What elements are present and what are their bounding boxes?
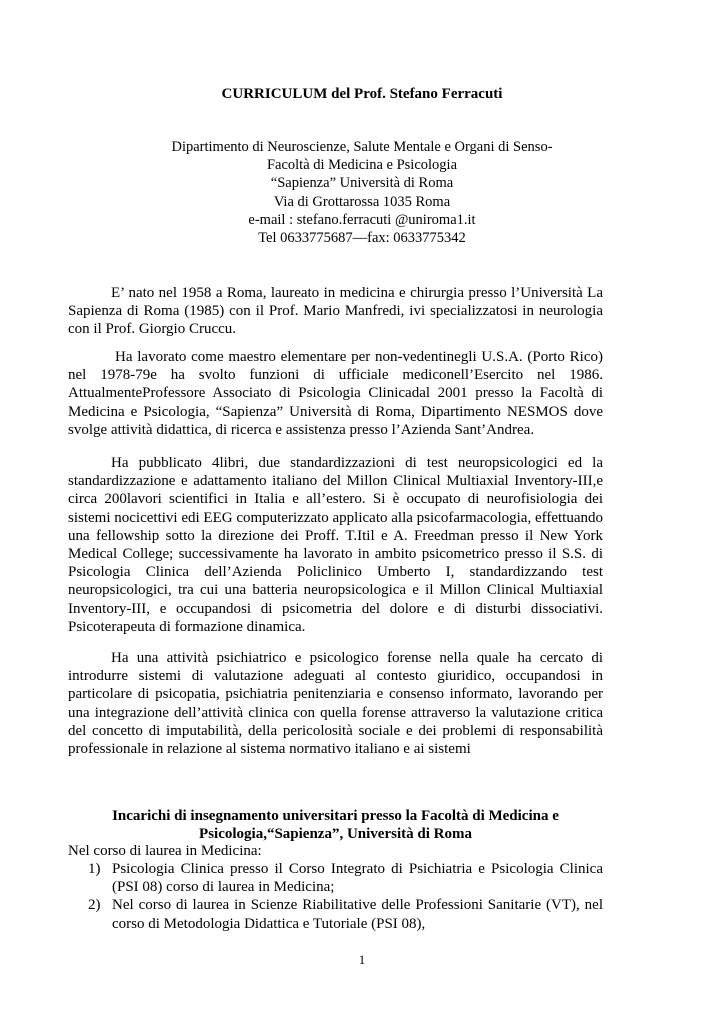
bio-paragraph: E’ nato nel 1958 a Roma, laureato in medicina e chirurgia presso l’Università La Sapienza di Roma (1985) con il Prof. Mario Manfredi, ivi specializzatosi in neurologia con il Prof. Giorgio Cruccu. — [68, 285, 603, 338]
list-item-text: Psicologia Clinica presso il Corso Integrato di Psichiatria e Psicologia Clinica (PSI 08) corso di laurea in Medicina; — [112, 861, 603, 896]
address-block — [60, 138, 664, 247]
bio-paragraph-4-block — [68, 649, 603, 758]
address-department: Dipartimento di Neuroscienze, Salute Mentale e Organi di Senso- — [171, 139, 553, 155]
bio-paragraph-3-block — [68, 454, 603, 636]
teaching-heading-line-2: Psicologia,“Sapienza”, Università di Roma — [199, 826, 472, 843]
page-number: 1 — [358, 952, 366, 967]
teaching-heading-line-1: Incarichi di insegnamento universitari presso la Facoltà di Medicina e — [112, 808, 559, 824]
bio-paragraph-2-block — [68, 348, 603, 439]
address-street: Via di Grottarossa 1035 Roma — [273, 193, 451, 210]
address-email: e-mail : stefano.ferracuti @uniroma1.it — [248, 211, 476, 228]
course-intro: Nel corso di laurea in Medicina: — [68, 843, 262, 859]
teaching-section-heading — [68, 807, 603, 843]
bio-paragraph: Ha lavorato come maestro elementare per non-vedentinegli U.S.A. (Porto Rico) nel 1978-79e ha svolto funzioni di ufficiale mediconell’Esercito nel 1986. AttualmenteProfessore Associato di Psicologia Clinicadal 2001 presso la Facoltà di Medicina e Psicologia, “Sapienza” Università di Roma, Dipartimento NESMOS dove svolge attività didattica, di ricerca e assistenza presso l’Azienda Sant’Andrea. — [68, 349, 603, 438]
bio-paragraph: Ha pubblicato 4libri, due standardizzazioni di test neuropsicologici ed la standardizzazione e adattamento italiano del Millon Clinical Multiaxial Inventory-III,e circa 200lavori scientifici in Italia e all’estero. Si è occupato di neurofisiologia dei sistemi nocicettivi edi EEG computerizzato applicato alla psicofarmacologia, effettuando una fellowship sotto la direzione dei Proff. T.Itil e A. Freedman presso il New York Medical College; successivamente ha lavorato in ambito psicometrico presso il S.S. di Psicologia Clinica dell’Azienda Policlinico Umberto I, standardizzando test neuropsicologici, tra cui una batteria neuropsicologica e il Millon Clinical Multiaxial Inventory-III, e occupandosi di psicometria del dolore e di disturbi dissociativi. Psicoterapeuta di formazione dinamica. — [68, 455, 603, 635]
document-title: CURRICULUM del Prof. Stefano Ferracuti — [221, 86, 503, 102]
bio-paragraph: Ha una attività psichiatrico e psicologico forense nella quale ha cercato di introdurre sistemi di valutazione adeguati al contesto giuridico, occupandosi in particolare di psicopatia, psichiatria penitenziaria e consenso informato, lavorando per una integrazione dell’attività clinica con quella forense attraverso la valutazione critica del concetto di imputabilità, della pericolosità sociale e dei problemi di responsabilità professionale in relazione al sistema normativo italiano e ai sistemi — [68, 650, 603, 758]
address-phone-fax: Tel 0633775687—fax: 0633775342 — [258, 230, 466, 247]
address-faculty: Facoltà di Medicina e Psicologia — [266, 157, 458, 174]
list-item-number: 1) — [88, 861, 101, 877]
bio-paragraph-1-block — [68, 284, 603, 339]
list-item — [68, 896, 603, 932]
address-university: “Sapienza” Università di Roma — [270, 175, 454, 192]
teaching-list — [68, 860, 603, 933]
list-item — [68, 860, 603, 896]
list-item-number: 2) — [88, 897, 101, 914]
list-item-text: Nel corso di laurea in Scienze Riabilitative delle Professioni Sanitarie (VT), nel corso di Metodologia Didattica e Tutoriale (PSI 08), — [112, 897, 603, 932]
